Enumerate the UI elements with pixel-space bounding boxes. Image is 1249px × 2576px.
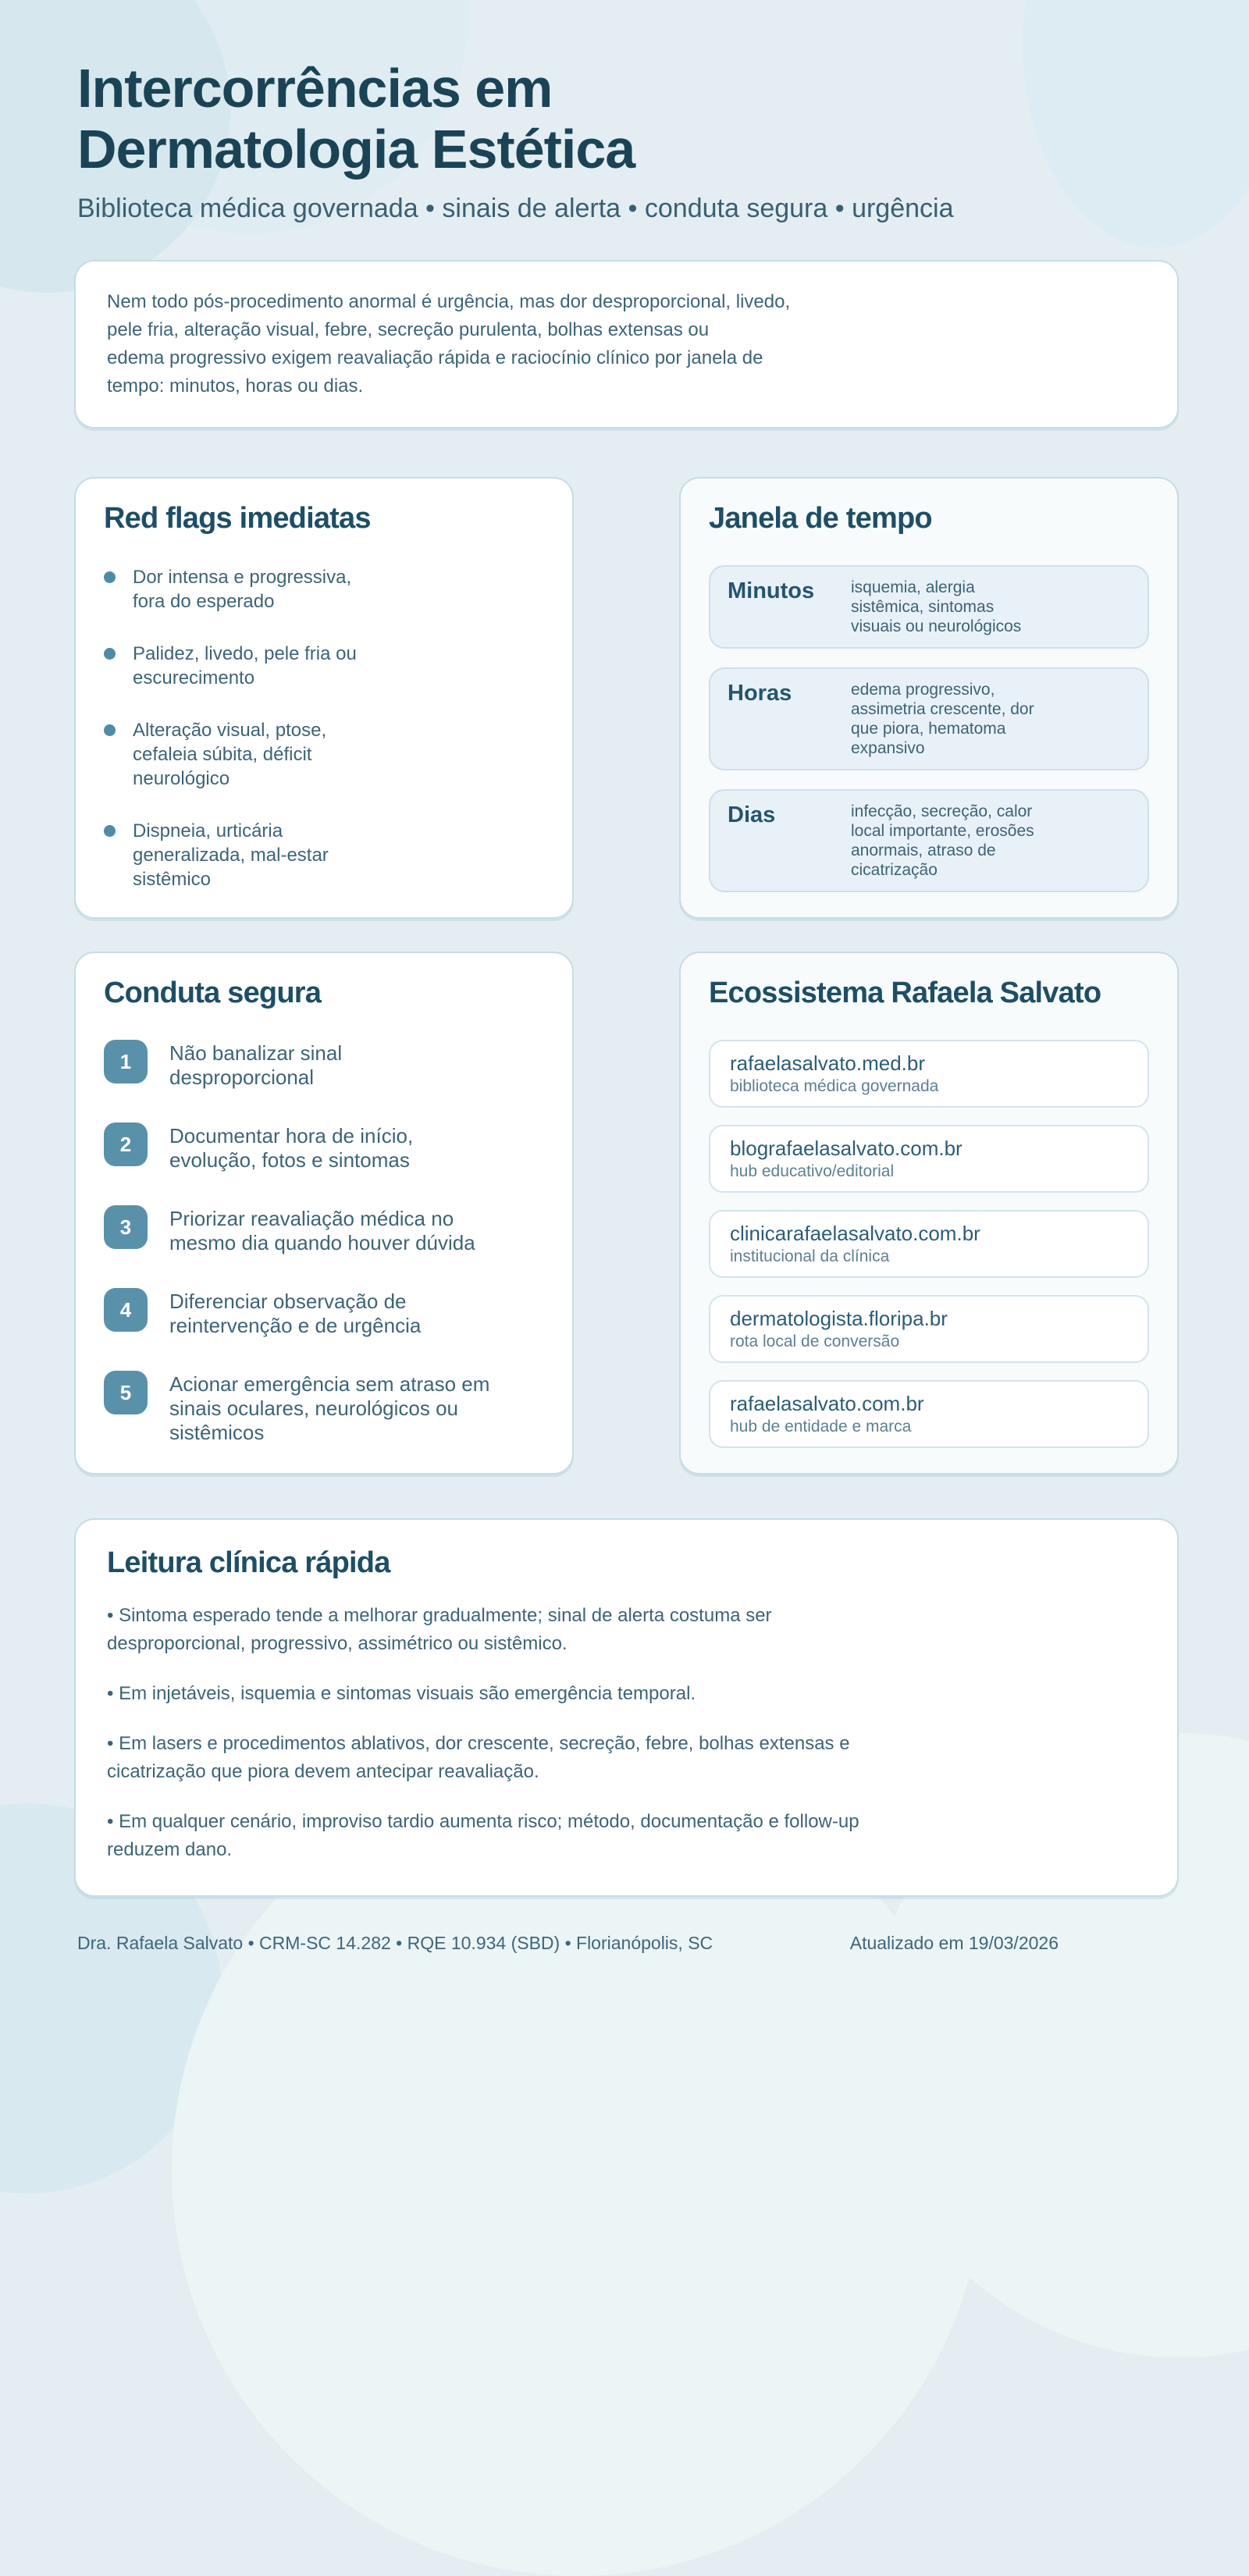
footer-updated-date: Atualizado em 19/03/2026 bbox=[849, 1933, 1059, 1953]
time-window-card bbox=[679, 477, 1179, 919]
intro-text-line: pele fria, alteração visual, febre, secreção purulenta, bolhas extensas ou bbox=[107, 319, 710, 340]
description-line: anormais, atraso de bbox=[851, 841, 996, 859]
bullet-dot-icon bbox=[104, 648, 116, 660]
page-title-line2: Dermatologia Estética bbox=[77, 119, 635, 180]
description-line: isquemia, alergia bbox=[851, 578, 975, 596]
intro-text-line: Nem todo pós-procedimento anormal é urgência, mas dor desproporcional, livedo, bbox=[107, 291, 791, 312]
step-text bbox=[169, 1123, 413, 1172]
list-item bbox=[104, 718, 544, 791]
site-description: hub de entidade e marca bbox=[730, 1418, 912, 1436]
reading-bullet-line: desproporcional, progressivo, assimétrico ou sistêmico. bbox=[107, 1633, 568, 1654]
description-line: sistêmica, sintomas bbox=[851, 598, 995, 616]
site-domain: rafaelasalvato.com.br bbox=[730, 1392, 924, 1415]
list-item-line: Dispneia, urticária bbox=[133, 820, 283, 841]
site-link-card[interactable] bbox=[709, 1295, 1149, 1363]
step-number-badge: 4 bbox=[104, 1288, 148, 1332]
step-text-line: sistêmicos bbox=[169, 1421, 265, 1444]
time-window-description bbox=[851, 680, 1034, 758]
time-window-description bbox=[851, 578, 1021, 636]
site-description: rota local de conversão bbox=[730, 1332, 900, 1350]
time-window-row-days bbox=[709, 789, 1149, 892]
step-text-line: Diferenciar observação de bbox=[169, 1290, 407, 1313]
time-window-label: Horas bbox=[728, 681, 792, 706]
site-domain: blografaelasalvato.com.br bbox=[730, 1137, 963, 1160]
numbered-step bbox=[104, 1371, 544, 1445]
step-number-badge: 5 bbox=[104, 1371, 148, 1414]
bullet-dot-icon bbox=[104, 571, 116, 583]
numbered-step bbox=[104, 1288, 544, 1338]
ecosystem-card bbox=[679, 952, 1179, 1475]
list-item-line: Dor intensa e progressiva, bbox=[133, 567, 352, 588]
red-flags-list bbox=[104, 565, 544, 891]
time-window-row-minutes bbox=[709, 565, 1149, 649]
step-text-line: reintervenção e de urgência bbox=[169, 1314, 422, 1337]
bullet-dot-icon bbox=[104, 825, 116, 837]
step-text-line: Não banalizar sinal bbox=[169, 1041, 343, 1065]
description-line: que piora, hematoma bbox=[851, 720, 1006, 738]
reading-bullet-line: • Sintoma esperado tende a melhorar gradualmente; sinal de alerta costuma ser bbox=[107, 1605, 772, 1626]
red-flags-title: Red flags imediatas bbox=[104, 502, 371, 535]
step-number-badge: 3 bbox=[104, 1205, 148, 1249]
reading-bullet-line: • Em injetáveis, isquemia e sintomas visuais são emergência temporal. bbox=[107, 1683, 696, 1704]
list-item-line: sistêmico bbox=[133, 869, 212, 890]
site-link-card[interactable] bbox=[709, 1210, 1149, 1278]
list-item-line: Alteração visual, ptose, bbox=[133, 720, 327, 741]
time-window-title: Janela de tempo bbox=[709, 502, 932, 535]
bullet-dot-icon bbox=[104, 724, 116, 736]
reading-bullet bbox=[107, 1808, 1146, 1864]
step-text bbox=[169, 1371, 489, 1445]
intro-card bbox=[74, 260, 1179, 429]
reading-bullet bbox=[107, 1602, 1146, 1658]
site-description: biblioteca médica governada bbox=[730, 1077, 939, 1095]
list-item bbox=[104, 565, 544, 614]
list-item-text bbox=[133, 565, 351, 614]
site-description: hub educativo/editorial bbox=[730, 1162, 895, 1180]
site-link-card[interactable] bbox=[709, 1040, 1149, 1108]
site-domain: dermatologista.floripa.br bbox=[730, 1307, 948, 1330]
list-item-text bbox=[133, 718, 326, 791]
step-text-line: desproporcional bbox=[169, 1066, 315, 1089]
row-alerts bbox=[74, 477, 1179, 919]
row-conduct bbox=[74, 952, 1179, 1475]
reading-bullet-line: reduzem dano. bbox=[107, 1839, 233, 1860]
step-text bbox=[169, 1040, 342, 1090]
list-item-line: escurecimento bbox=[133, 667, 255, 688]
site-link-card[interactable] bbox=[709, 1125, 1149, 1193]
red-flags-card bbox=[74, 477, 574, 919]
reading-bullet bbox=[107, 1680, 1146, 1708]
intro-text-line: tempo: minutos, horas ou dias. bbox=[107, 375, 364, 397]
step-number-badge: 1 bbox=[104, 1040, 148, 1083]
page-title bbox=[77, 58, 1179, 180]
numbered-step bbox=[104, 1205, 544, 1255]
site-domain: rafaelasalvato.med.br bbox=[730, 1051, 926, 1075]
step-text-line: Priorizar reavaliação médica no bbox=[169, 1207, 454, 1230]
safe-conduct-list bbox=[104, 1040, 544, 1445]
step-text bbox=[169, 1205, 475, 1255]
footer-credentials: Dra. Rafaela Salvato • CRM-SC 14.282 • RQE 10.934 (SBD) • Florianópolis, SC bbox=[77, 1933, 713, 1953]
page-title-line1: Intercorrências em bbox=[77, 58, 553, 119]
footer bbox=[77, 1933, 1176, 1954]
list-item-line: Palidez, livedo, pele fria ou bbox=[133, 643, 357, 664]
clinical-reading-title: Leitura clínica rápida bbox=[107, 1546, 390, 1579]
step-text bbox=[169, 1288, 421, 1338]
clinical-reading-card bbox=[74, 1518, 1179, 1897]
step-text-line: mesmo dia quando houver dúvida bbox=[169, 1231, 475, 1254]
page-subtitle: Biblioteca médica governada • sinais de alerta • conduta segura • urgência bbox=[77, 194, 954, 223]
step-number-badge: 2 bbox=[104, 1123, 148, 1166]
safe-conduct-card bbox=[74, 952, 574, 1475]
description-line: expansivo bbox=[851, 739, 925, 757]
description-line: local importante, erosões bbox=[851, 822, 1034, 840]
list-item bbox=[104, 642, 544, 690]
reading-bullet-line: • Em lasers e procedimentos ablativos, dor crescente, secreção, febre, bolhas extensas e bbox=[107, 1733, 850, 1754]
time-window-description bbox=[851, 802, 1034, 880]
list-item-line: generalizada, mal-estar bbox=[133, 845, 329, 866]
reading-bullet-line: cicatrização que piora devem antecipar reavaliação. bbox=[107, 1761, 539, 1782]
time-window-row-hours bbox=[709, 667, 1149, 770]
description-line: edema progressivo, bbox=[851, 681, 995, 699]
list-item-line: fora do esperado bbox=[133, 591, 275, 612]
step-text-line: sinais oculares, neurológicos ou bbox=[169, 1397, 458, 1420]
description-line: visuais ou neurológicos bbox=[851, 617, 1022, 635]
step-text-line: evolução, fotos e sintomas bbox=[169, 1148, 410, 1172]
numbered-step bbox=[104, 1123, 544, 1172]
description-line: infecção, secreção, calor bbox=[851, 802, 1033, 820]
list-item-text bbox=[133, 642, 357, 690]
safe-conduct-title: Conduta segura bbox=[104, 977, 322, 1009]
step-text-line: Documentar hora de início, bbox=[169, 1124, 414, 1147]
description-line: cicatrização bbox=[851, 861, 938, 879]
list-item-line: cefaleia súbita, déficit bbox=[133, 744, 312, 765]
list-item-text bbox=[133, 819, 329, 891]
list-item-line: neurológico bbox=[133, 768, 230, 789]
time-window-label: Dias bbox=[728, 802, 776, 827]
intro-text-line: edema progressivo exigem reavaliação rápida e raciocínio clínico por janela de bbox=[107, 347, 763, 368]
list-item bbox=[104, 819, 544, 891]
reading-bullet bbox=[107, 1730, 1146, 1786]
site-link-card[interactable] bbox=[709, 1380, 1149, 1448]
site-description: institucional da clínica bbox=[730, 1247, 890, 1265]
site-domain: clinicarafaelasalvato.com.br bbox=[730, 1222, 980, 1245]
step-text-line: Acionar emergência sem atraso em bbox=[169, 1372, 490, 1396]
ecosystem-title: Ecossistema Rafaela Salvato bbox=[709, 977, 1101, 1009]
description-line: assimetria crescente, dor bbox=[851, 700, 1034, 718]
numbered-step bbox=[104, 1040, 544, 1090]
time-window-label: Minutos bbox=[728, 578, 815, 603]
reading-bullet-line: • Em qualquer cenário, improviso tardio aumenta risco; método, documentação e follow-up bbox=[107, 1811, 859, 1832]
